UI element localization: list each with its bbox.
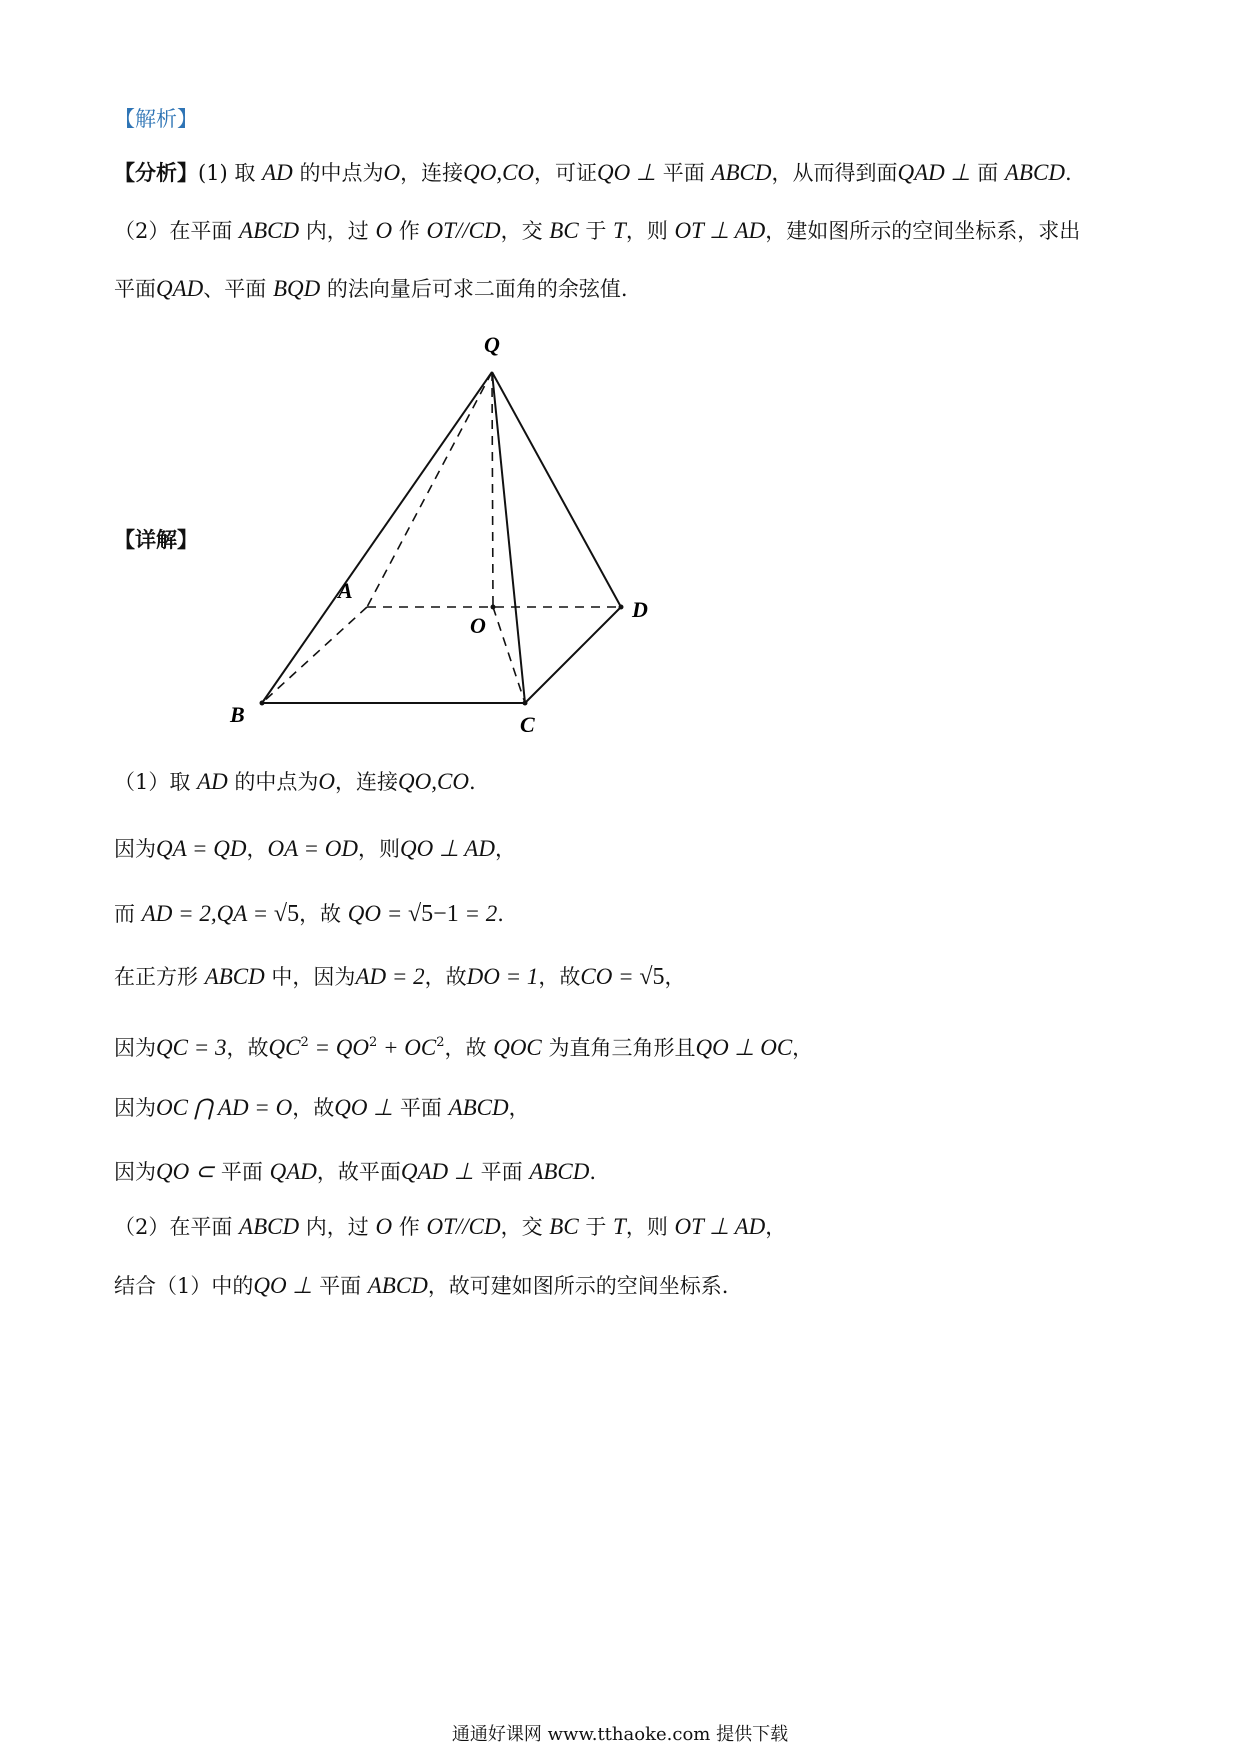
label-O: O [470, 613, 486, 638]
detail-line-4: 在正方形 ABCD 中，因为AD = 2，故DO = 1，故CO = √5， [114, 964, 686, 990]
point-B [260, 701, 265, 706]
edge-QB [262, 372, 492, 703]
edge-CD [525, 607, 621, 703]
detail-line-5: 因为QC = 3，故$QC^2 = QO^2 + OC^2$，故 QOC 为直角三角形且QO ⊥ OC， [114, 1035, 814, 1060]
detail-line-9: 结合（1）中的QO ⊥ 平面 ABCD，故可建如图所示的空间坐标系. [114, 1273, 729, 1298]
fenxi-line-3: 平面QAD、平面 BQD 的法向量后可求二面角的余弦值. [114, 276, 628, 301]
point-C [523, 701, 528, 706]
fenxi-line-1: 【分析】(1) 取 AD 的中点为O，连接QO,CO，可证QO ⊥ 平面 ABCD，从而得到面QAD ⊥ 面 ABCD. [114, 160, 1072, 185]
label-B: B [230, 702, 245, 727]
edge-QA [367, 372, 492, 607]
detail-line-1: （1）取 AD 的中点为O，连接QO,CO. [114, 769, 476, 794]
label-C: C [520, 712, 535, 737]
fenxi-line-2: （2）在平面 ABCD 内，过 O 作 OT//CD，交 BC 于 T，则 OT ⊥ AD，建如图所示的空间坐标系，求出 [114, 218, 1081, 243]
edge-AB [262, 607, 367, 703]
page-footer: 通通好课网 www.tthaoke.com 提供下载 [451, 1724, 789, 1745]
detail-line-2: 因为QA = QD，OA = OD，则QO ⊥ AD， [114, 836, 516, 861]
point-O [491, 605, 496, 610]
segment-QO [492, 372, 493, 607]
detail-line-7: 因为QO ⊂ 平面 QAD，故平面QAD ⊥ 平面 ABCD. [114, 1159, 597, 1184]
label-A: A [338, 578, 353, 603]
analysis-heading: 【解析】 [114, 107, 198, 131]
detail-line-8: （2）在平面 ABCD 内，过 O 作 OT//CD，交 BC 于 T，则 OT ⊥ AD， [114, 1214, 787, 1239]
detail-line-6: 因为OC ⋂ AD = O，故QO ⊥ 平面 ABCD， [114, 1095, 530, 1120]
label-D: D [632, 597, 648, 622]
label-Q: Q [484, 332, 500, 357]
xiangjie-label: 【详解】 [114, 527, 198, 552]
point-D [619, 605, 624, 610]
fenxi-label: 【分析】 [114, 160, 198, 185]
detail-line-3: 而 AD = 2,QA = √5，故 QO = √5−1 = 2. [114, 901, 504, 927]
pyramid-figure [220, 320, 700, 740]
